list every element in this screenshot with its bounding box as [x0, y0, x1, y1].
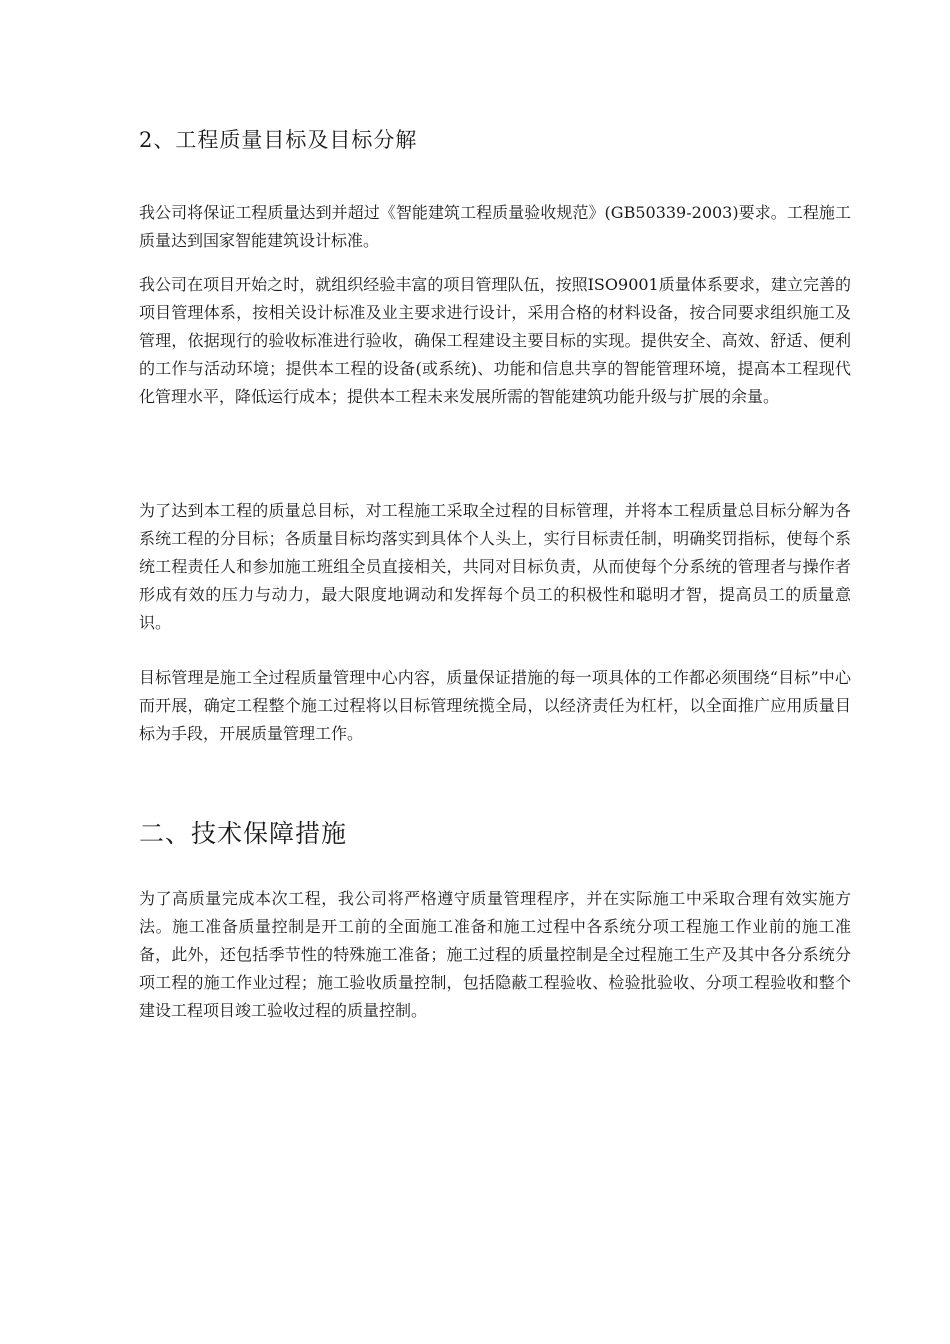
paragraph-quality-control: 为了高质量完成本次工程，我公司将严格遵守质量管理程序，并在实际施工中采取合理有效实施方法。施工准备质量控制是开工前的全面施工准备和施工过程中各系统分项工程施工作业前的施工准备，此外，还包括季节性的特殊施工准备；施工过程的质量控制是全过程施工生产及其中各分系统分项工程的施工作业过程；施工验收质量控制，包括隐蔽工程验收、检验批验收、分项工程验收和整个建设工程项目竣工验收过程的质量控制。: [139, 889, 851, 1020]
paragraph-project-management: 我公司在项目开始之时，就组织经验丰富的项目管理队伍，按照ISO9001质量体系要求，建立完善的项目管理体系，按相关设计标准及业主要求进行设计，采用合格的材料设备，按合同要求组织施工及管理，依据现行的验收标准进行验收，确保工程建设主要目标的实现。提供安全、高效、舒适、便利的工作与活动环境；提供本工程的设备(或系统)、功能和信息共享的智能管理环境，提高本工程现代化管理水平，降低运行成本；提供本工程未来发展所需的智能建筑功能升级与扩展的余量。: [139, 275, 851, 406]
section-heading-technical-measures: 二、技术保障措施: [139, 819, 348, 848]
paragraph-goal-decomposition: 为了达到本工程的质量总目标，对工程施工采取全过程的目标管理，并将本工程质量总目标分解为各系统工程的分目标；各质量目标均落实到具体个人头上，实行目标责任制，明确奖罚指标，使每个系统工程责任人和参加施工班组全员直接相关，共同对目标负责，从而使每个分系统的管理者与操作者形成有效的压力与动力，最大限度地调动和发挥每个员工的积极性和聪明才智，提高员工的质量意识。: [139, 501, 851, 632]
paragraph-goal-management: 目标管理是施工全过程质量管理中心内容，质量保证措施的每一项具体的工作都必须围绕“目标”中心而开展，确定工程整个施工过程将以目标管理统揽全局，以经济责任为杠杆，以全面推广应用质量目标为手段，开展质量管理工作。: [139, 668, 851, 743]
paragraph-quality-standard: 我公司将保证工程质量达到并超过《智能建筑工程质量验收规范》(GB50339-2003)要求。工程施工质量达到国家智能建筑设计标准。: [139, 203, 851, 250]
section-heading-quality-goals: 2、工程质量目标及目标分解: [139, 128, 418, 152]
